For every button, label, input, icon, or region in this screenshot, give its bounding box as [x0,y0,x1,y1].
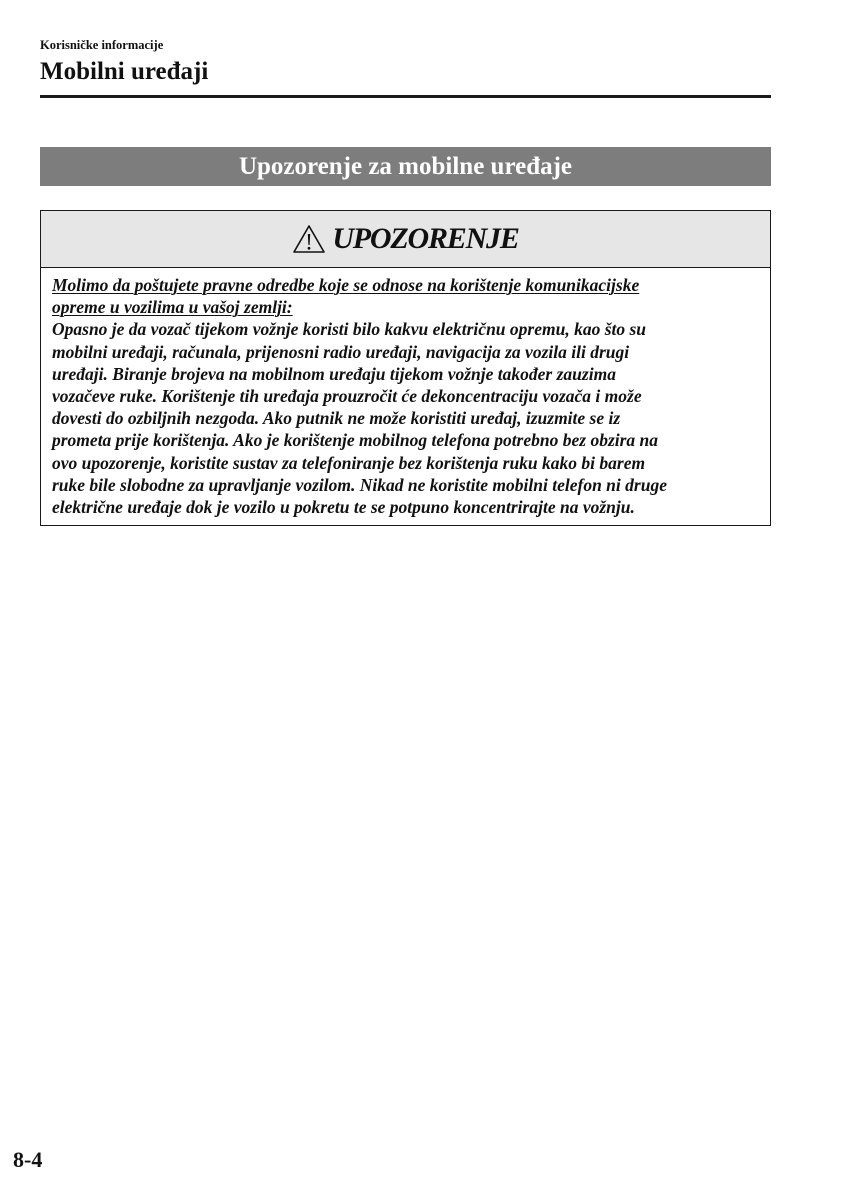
warning-text-line: Opasno je da vozač tijekom vožnje koristi bilo kakvu električnu opremu, kao što su [52,319,647,340]
title-divider [40,95,771,98]
warning-header [41,211,770,268]
warning-text-line: mobilni uređaji, računala, prijenosni radio uređaji, navigacija za vozila ili drugi [52,341,630,362]
warning-text-line: električne uređaje dok je vozilo u pokretu te se potpuno koncentrirajte na vožnju. [52,497,635,518]
section-label: Korisničke informacije [40,38,164,52]
warning-text-line: vozačeve ruke. Korištenje tih uređaja prouzročit će dekoncentraciju vozača i može [52,386,642,407]
warning-body [41,268,770,518]
warning-text-line: ovo upozorenje, koristite sustav za telefoniranje bez korištenja ruku kako bi barem [52,452,646,473]
page-number: 8-4 [13,1147,43,1172]
page-title: Mobilni uređaji [40,58,209,85]
warning-intro-line: opreme u vozilima u vašoj zemlji: [52,297,293,318]
warning-box [40,210,771,526]
warning-text-line: prometa prije korištenja. Ako je korištenje mobilnog telefona potrebno bez obzira na [52,430,659,451]
warning-intro-line: Molimo da poštujete pravne odredbe koje se odnose na korištenje komunikacijske [52,275,640,295]
warning-text-line: ruke bile slobodne za upravljanje vozilom. Nikad ne koristite mobilni telefon ni druge [52,474,667,495]
warning-text-line: uređaji. Biranje brojeva na mobilnom uređaju tijekom vožnje također zauzima [52,363,616,384]
warning-label: UPOZORENJE [332,222,519,255]
warning-text-line: dovesti do ozbiljnih nezgoda. Ako putnik ne može koristiti uređaj, izuzmite se iz [52,408,621,429]
warning-triangle-icon [292,224,326,254]
section-heading-bar: Upozorenje za mobilne uređaje [40,147,771,186]
